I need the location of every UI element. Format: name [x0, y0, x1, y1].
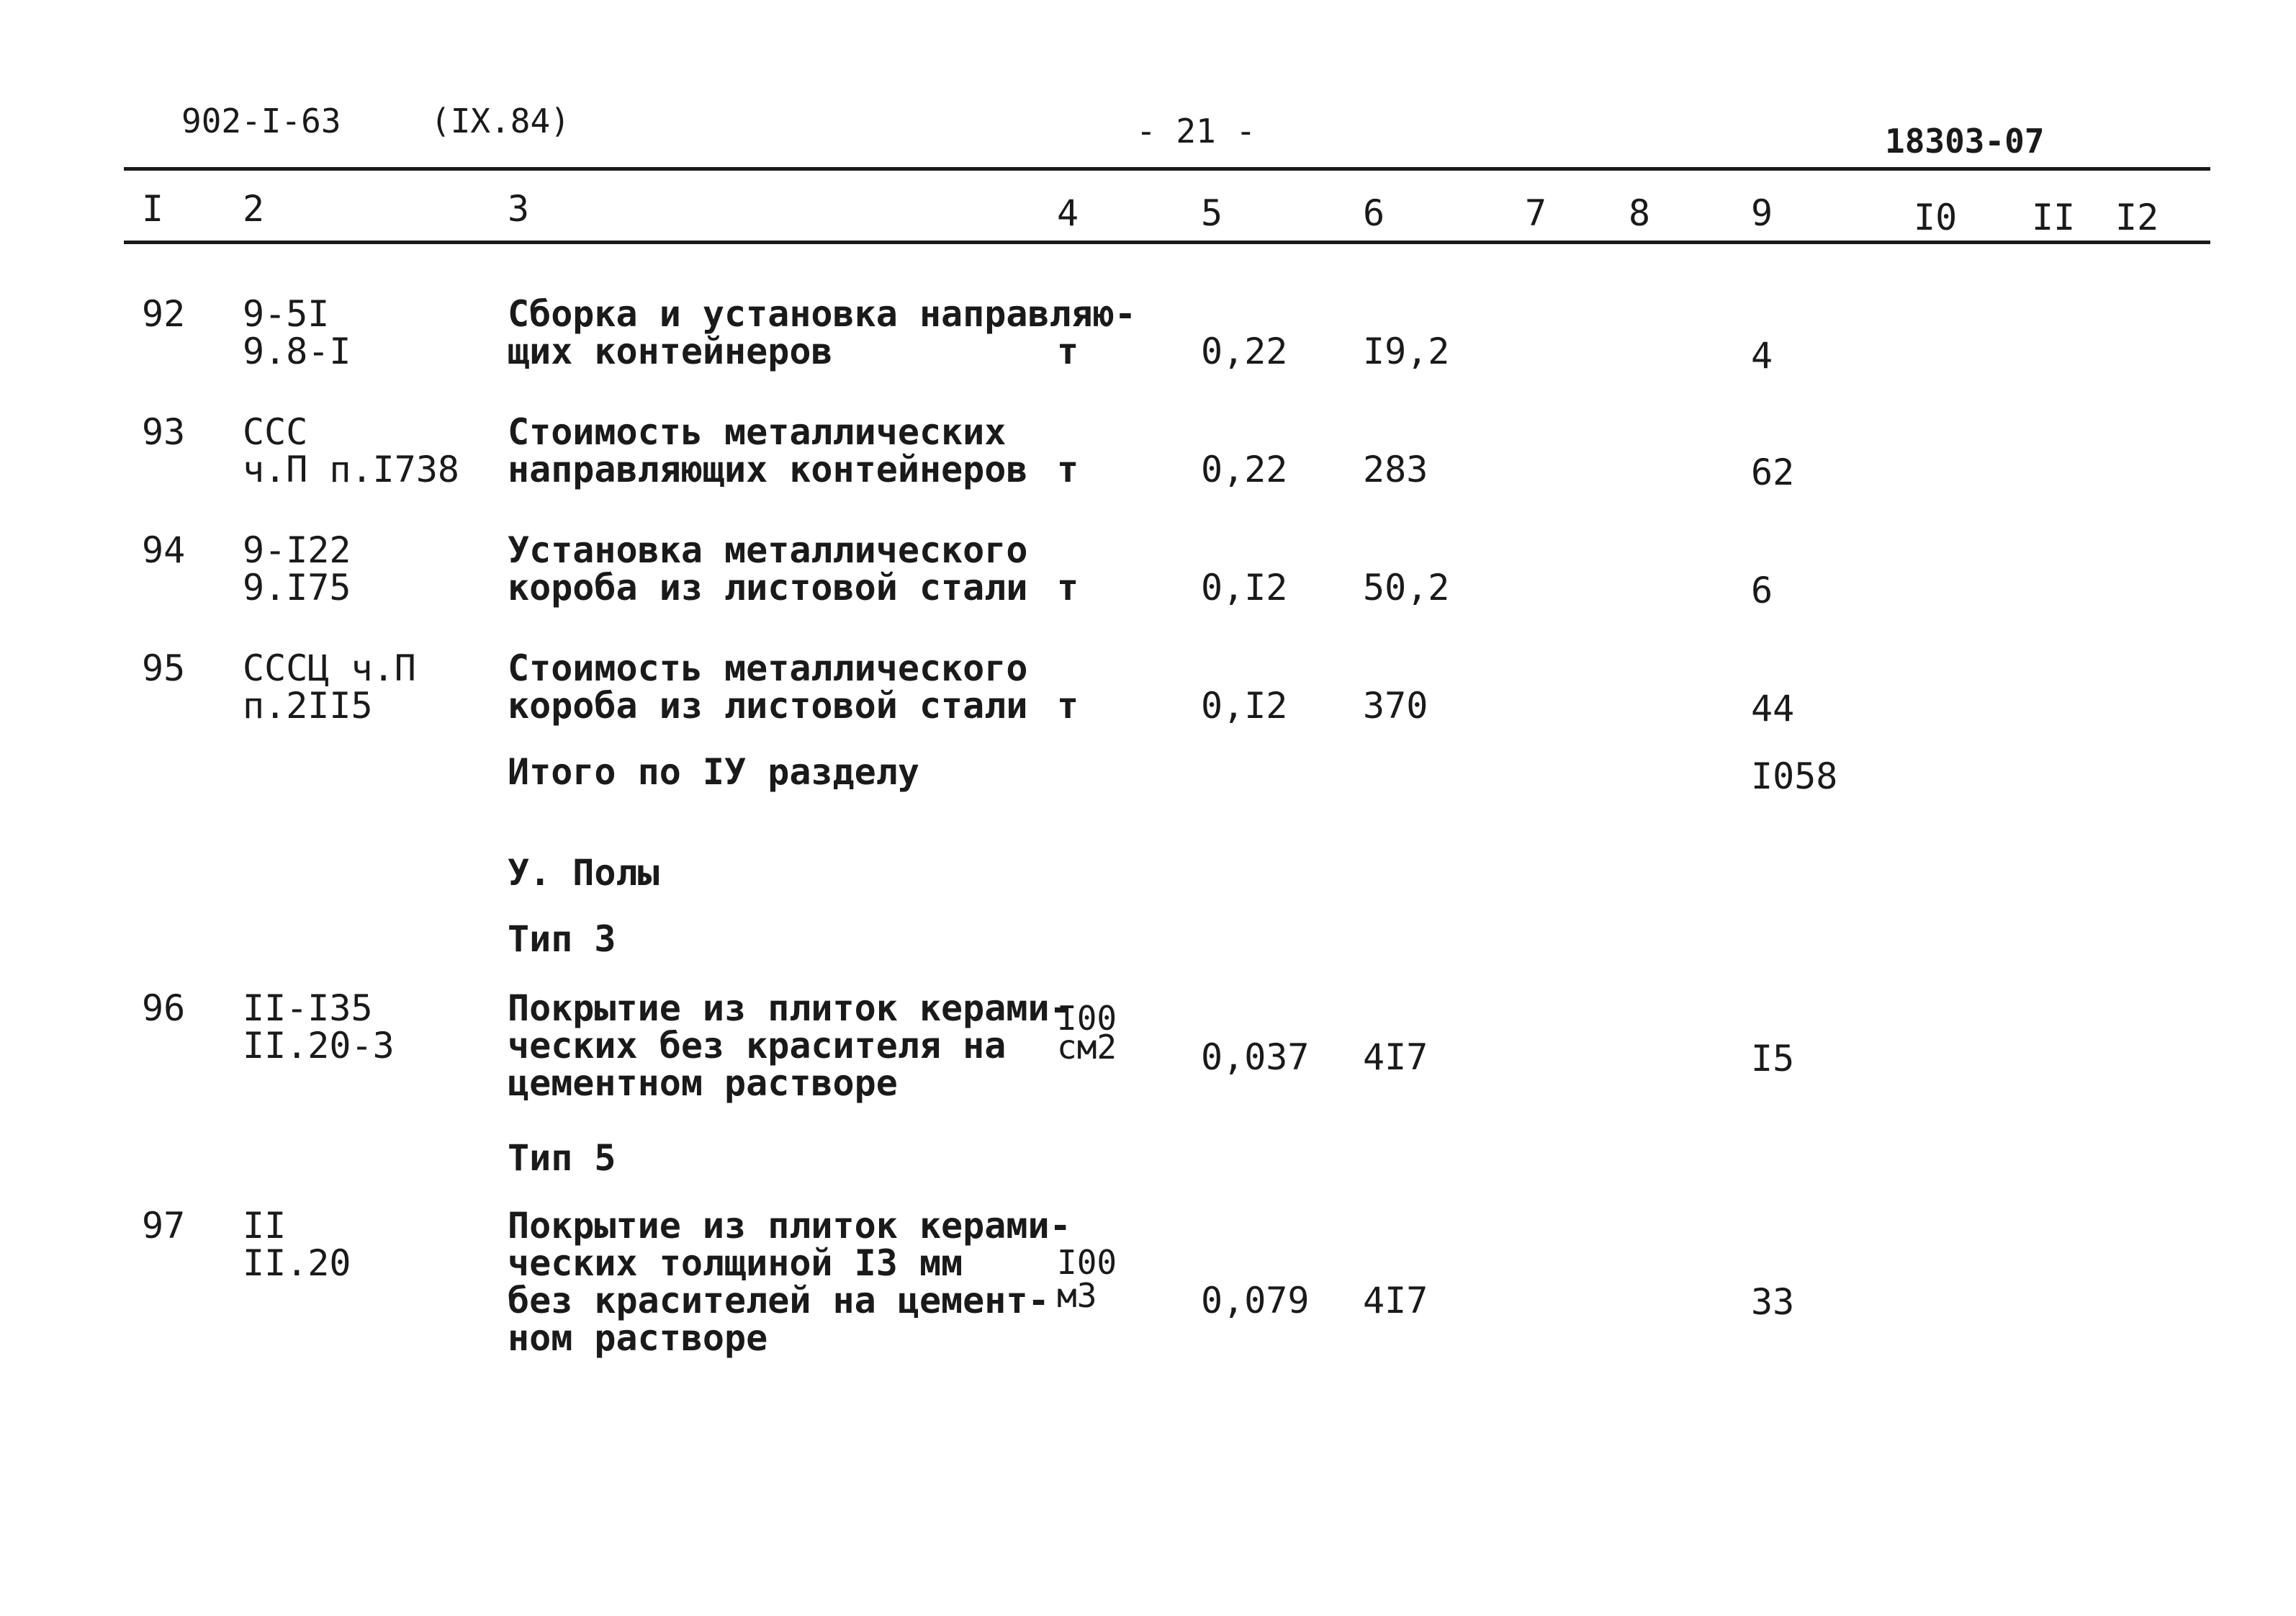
type-label: Тип 3 [508, 918, 616, 960]
doc-date: (IX.84) [431, 102, 570, 140]
row-unit: т [1057, 331, 1079, 372]
row-unit: I00 м3 [1057, 1243, 1117, 1315]
row-description: Стоимость металлического короба из листовой стали [508, 647, 1028, 727]
row-quantity: 0,22 [1201, 331, 1288, 372]
row-code: ССС ч.П п.I738 [243, 411, 460, 490]
row-price: 370 [1363, 685, 1428, 727]
row-total: I5 [1751, 1038, 1795, 1079]
row-quantity: 0,037 [1201, 1036, 1310, 1078]
col-header-3: 3 [508, 188, 530, 230]
doc-code: 902-I-63 [181, 102, 341, 140]
col-header-11: II [2032, 197, 2076, 238]
subtotal-label: Итого по IУ разделу [508, 751, 919, 793]
row-price: I9,2 [1363, 331, 1450, 372]
row-number: 92 [142, 293, 186, 335]
row-code: II II.20 [243, 1205, 351, 1284]
subtotal-total: I058 [1751, 755, 1838, 797]
row-description: Сборка и установка направляю- щих контейнеров [508, 293, 1136, 372]
row-total: 62 [1751, 452, 1795, 493]
row-number: 94 [142, 529, 186, 571]
col-header-12: I2 [2115, 197, 2159, 238]
row-total: 4 [1751, 335, 1773, 377]
col-header-9: 9 [1751, 192, 1773, 234]
page-number: - 21 - [1136, 112, 1256, 151]
row-number: 97 [142, 1205, 186, 1247]
row-price: 50,2 [1363, 567, 1450, 609]
row-description: Покрытие из плиток керами- ческих толщиной I3 мм без красителей на цемент- ном растворе [508, 1205, 1071, 1359]
row-code: II-I35 II.20-3 [243, 987, 395, 1067]
col-header-7: 7 [1525, 192, 1547, 234]
row-unit: т [1057, 567, 1079, 609]
row-unit: I00 см2 [1057, 999, 1117, 1067]
section-title: У. Полы [508, 852, 659, 894]
row-description: Стоимость металлических направляющих контейнеров [508, 411, 1028, 490]
col-header-8: 8 [1629, 192, 1651, 234]
col-header-4: 4 [1057, 192, 1079, 234]
row-number: 96 [142, 987, 186, 1029]
col-header-10: I0 [1914, 197, 1958, 238]
row-code: 9-5I 9.8-I [243, 293, 351, 372]
col-header-5: 5 [1201, 192, 1223, 234]
row-code: 9-I22 9.I75 [243, 529, 351, 609]
col-header-2: 2 [243, 188, 265, 230]
row-price: 4I7 [1363, 1036, 1428, 1078]
row-total: 44 [1751, 688, 1795, 730]
row-total: 33 [1751, 1281, 1795, 1323]
row-code: СССЦ ч.П п.2II5 [243, 647, 416, 727]
row-number: 93 [142, 411, 186, 453]
row-number: 95 [142, 647, 186, 689]
type-label: Тип 5 [508, 1137, 616, 1179]
header-rule-top [124, 167, 2210, 171]
row-quantity: 0,22 [1201, 449, 1288, 490]
row-total: 6 [1751, 570, 1773, 611]
row-quantity: 0,I2 [1201, 685, 1288, 727]
row-quantity: 0,I2 [1201, 567, 1288, 609]
col-header-1: I [142, 188, 164, 230]
row-price: 283 [1363, 449, 1428, 490]
col-header-6: 6 [1363, 192, 1385, 234]
row-quantity: 0,079 [1201, 1280, 1310, 1321]
row-unit: т [1057, 685, 1079, 727]
row-description: Установка металлического короба из листовой стали [508, 529, 1028, 609]
row-unit: т [1057, 449, 1079, 490]
row-description: Покрытие из плиток керами- ческих без красителя на цементном растворе [508, 987, 1071, 1104]
row-price: 4I7 [1363, 1280, 1428, 1321]
header-rule-bottom [124, 241, 2210, 244]
sheet-code: 18303-07 [1885, 122, 2045, 161]
